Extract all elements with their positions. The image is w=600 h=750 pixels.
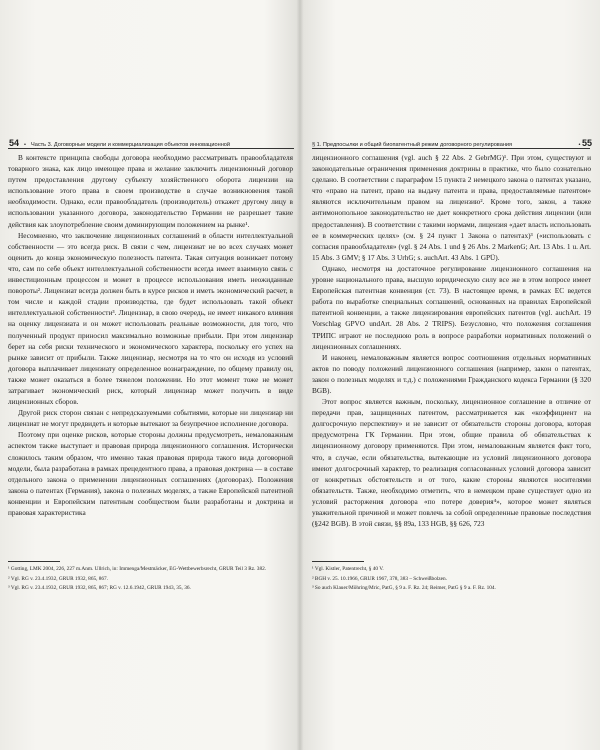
footnote: ¹ Vgl. Kistler, Patentrecht, § 40 V. — [312, 566, 384, 572]
footnote: ³ Vgl. RG v. 23.4.1932, GRUR 1932, 865, 867; RG v. 12.6.1942, GRUR 1943, 35, 36. — [8, 585, 191, 592]
left-footnotes — [8, 565, 293, 594]
paragraph: лицензионного соглашения (vgl. auch § 22 Abs. 2 GebrMG)¹. При этом, существуют и законодательные ограничения применения доктрины в практике, что было сознательно сделано. В соответствии с параграфом 15 пункта 2 немецкого закона о патентах указано, что «право на патент, право на выдачу патента и права, предоставляемые патентом» являются исключительным правом на лицензию². Кроме того, закон, а также антимонопольное законодательство не дает конкретного срока действия лицензии (или предоставления). В соответствии с такими нормами, лицензия «дает власть использовать ее в коммерческих целях» (см. § 24 пункт 1 Закона о патентах)³ («использовать с согласия правообладателя» (vgl. § 24 Abs. 1 und § 26 Abs. 2 MarkenG; Art. 13 Abs. 1 u. Art. 15 Abs. 3 GMV; § 17 Abs. 3 UrhG; s. auchArt. 43 Abs. 1 GPÜ). — [312, 153, 591, 262]
footnote: ¹ Gotting, LMK 2004, 226, 227 m.Anm. Ullrich, in: Immenga/Mestmäcker, EG-Wettbewerbsrecht, GRUR Teil 3 Rz. 382. — [8, 566, 267, 572]
footnote: ² BGH v. 25. 10.1966, GRUR 1967, 378, 383 – Schweißbolzen. — [312, 575, 447, 582]
paragraph: Несомненно, что заключение лицензионных соглашений в области интеллектуальной собственности — это всегда риск. В связи с чем, лицензиат не во всех случаях может оценить до конца экономическую полезность патента. Такая ситуация возникает потому что, сам по себе объект интеллектуальной собственности всегда имеет взаимную связь с инвестиционным процессом и может в процессе использования иметь неожиданные повороты². Лицензиат всегда должен быть в курсе рисков и иметь экономический расчет, в том числе и каждой стадии производства, где будет использовать такой объект интеллектуальной собственности³. Лицензиар, в свою очередь, не имеет никакого влияния на оценку лицензиата и он может использовать реальные возможности, для того, что полученный продукт приносил максимально возможные прибыли. При этом лицензиар берет на себя риски технического и экономического характера, поскольку его успех на рынке зависит от прибыли. Также лицензиар, несмотря на то что он исходя из условий договора выплачивает лицензиату определенное вознаграждение, по общему правилу он, также может оказаться в более тяжелом положении. Но этот момент тоже не может затрагивает экономический риск, который лицензиар может получить в виде лицензионных сборов. — [8, 230, 293, 407]
left-page-header — [9, 138, 294, 148]
right-body-text — [312, 152, 591, 529]
right-footnotes — [312, 565, 591, 594]
footnote: ² Vgl. RG v. 23.4.1932, GRUR 1932, 865, 867. — [8, 575, 109, 582]
paragraph: И наконец, немаловажным является вопрос соотношения отдельных нормативных актов по поводу положений лицензионного соглашения (например, закон о патентах, закон о полезных моделях и т.д.) с положениями Гражданского кодекса Германии (§ 320 BGB). — [312, 352, 591, 395]
right-footnote-rule — [312, 561, 364, 562]
right-header-bullet: • — [578, 142, 581, 148]
right-header-rule — [312, 148, 590, 149]
left-page-number: 54 — [9, 138, 20, 148]
left-header-rule — [8, 148, 294, 149]
paragraph: Другой риск сторон связан с непредсказуемыми событиями, которые ни лицензиар ни лицензиат не могут предвидеть и которые вытекают за безупречное исполнение договора. — [8, 408, 293, 429]
right-page-number: 55 — [581, 138, 592, 148]
right-page — [300, 0, 600, 750]
left-body-text — [8, 152, 293, 518]
paragraph: Однако, несмотря на достаточное регулирование лицензионного соглашения на уровне национального права, высшую юридическую силу все же в этом вопросе имеет Европейская патентная конвенция (ст. 73). В настоящее время, в рамках ЕС ведется работа по выработке специальных соглашений, основанных на правилах Европейской патентной конвенции, а также лицензирования европейских патентов (vgl. auchArt. 19 Vorschlag GPVO undArt. 28 Abs. 2 TRIPS). Безусловно, что положения соглашения ТРИПС играют не последнюю роль в вопросе разработки нормативных положений о лицензионных соглашениях. — [312, 263, 591, 351]
paragraph: В контексте принципа свободы договора необходимо рассматривать правообладателя товарного знака, как лицо имеющее права и желание заключить лицензионный договор путем предоставления другому субъекту хозяйственного оборота лицензии на использование этого права в своем производстве в случае возникновения такой необходимости. Однако, если правообладатель (производитель) откажет другому лицу в использовании указанного договора, законодательство Германии не разрешает такие действия как злоупотребление своим доминирующим положением на рынке¹. — [8, 153, 293, 229]
left-header-bullet: • — [24, 142, 26, 148]
footnote: ³ So auch Klauer/Möhring/Mric, PatG, § 9 a. F. Rz. 24; Reimer, PatG § 9 a. F. Rz. 104. — [312, 585, 496, 592]
paragraph: Этот вопрос является важным, поскольку, лицензионное соглашение в отличие от передачи прав, защищенных патентом, рассматривается как «коэффициент на долгосрочную перспективу» и не зависит от обязательств стороны договора, которая предусмотрена ГК Германии. При этом, общие правила об обязательствах к лицензионному договору применяются. При этом, немаловажным является факт того, что, в случае, если обязательства, вытекающие из условий лицензионного договора имеют долгосрочный характер, то реализация согласованных условий договора зависит от конкретных обстоятельств и от того, какие стороны являются носителями обязательств. Также, необходимо отметить, что в немецком праве существует одно из условий расторжения договора «по потере доверия⁴», которое может являться уважительной причиной и может повлечь за собой определенные правовые последствия (§242 BGB). В этой связи, §§ 89a, 133 HGB, §§ 626, 723 — [312, 397, 591, 529]
left-running-title: Часть 3. Договорные модели и коммерциализация объектов инновационной — [30, 142, 231, 148]
left-footnote-rule — [8, 561, 60, 562]
paragraph: Поэтому при оценке рисков, которые стороны должны предусмотреть, немаловажным аспектом также выступает и правовая природа лицензионного соглашения. Исторически сложилось таким образом, что именно такая правовая природа такого вида договорной модели, была разработана в рамках прецедентного права, а правовая доктрина — в составе отдельного закона о применении лицензионных соглашениях (договорах). Положения закона о патентах (Германия), закона о полезных моделях, а также Европейской патентной конвенции и Европейским патентным сообществом были разработаны и доктрина и правовая характеристика — [8, 430, 293, 517]
right-running-title: § 1. Предпосылки и общий биопатентный режим договорного регулирования — [312, 142, 513, 148]
right-page-header — [312, 138, 592, 148]
